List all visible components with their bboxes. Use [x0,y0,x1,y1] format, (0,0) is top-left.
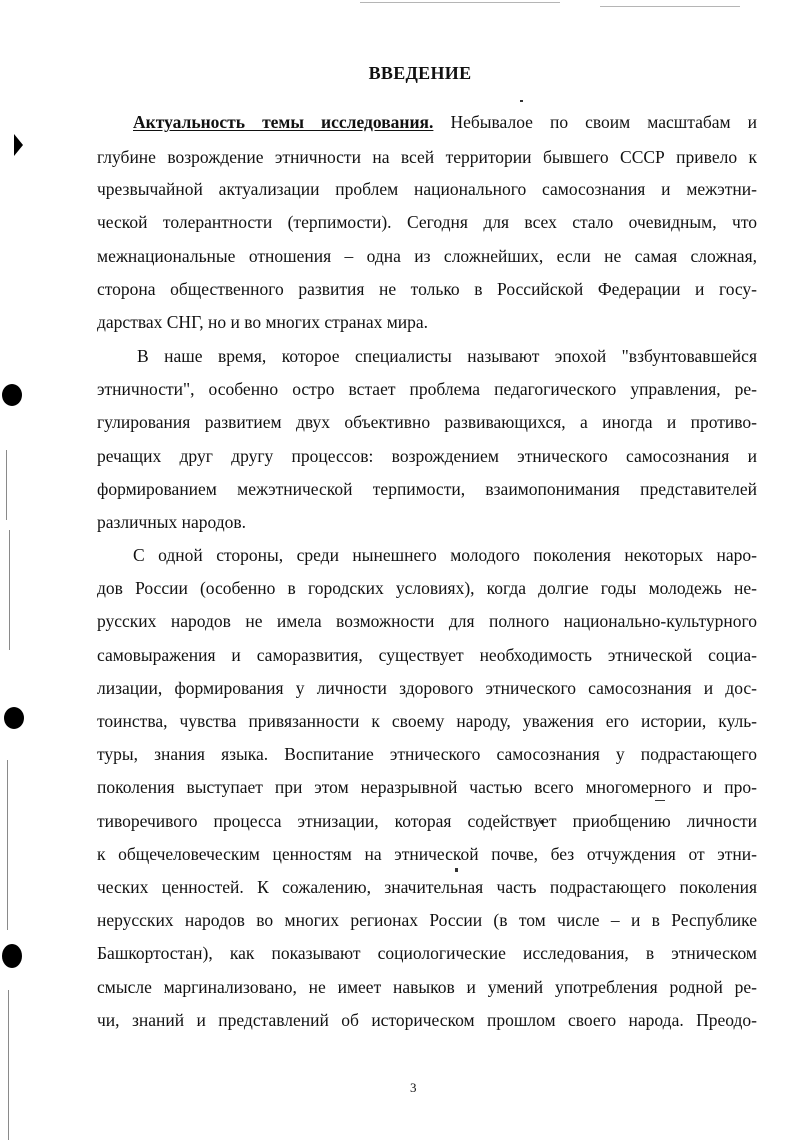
text-line: С одной стороны, среди нынешнего молодого поколения некоторых наро- [133,545,757,565]
scan-margin-line [7,760,8,930]
text-line: тоинства, чувства привязанности к своему народу, уважения его истории, куль- [97,711,757,731]
text-line: русских народов не имела возможности для полного национально-культурного [97,611,757,631]
text-line: к общечеловеческим ценностям на этнической почве, без отчуждения от этни- [97,844,757,864]
text-line: нерусских народов во многих регионах России (в том числе – и в Республике [97,910,757,930]
text-line: дов России (особенно в городских условиях), когда долгие годы молодежь не- [97,578,757,598]
text-line: глубине возрождение этничности на всей территории бывшего СССР привело к [97,147,757,167]
scan-speck [655,800,665,801]
text-line: чи, знаний и представлений об историческом прошлом своего народа. Преодо- [97,1010,757,1030]
binding-hole [4,707,24,729]
text-line: сторона общественного развития не только в Российской Федерации и госу- [97,279,757,299]
scan-margin-line [6,450,7,520]
section-heading: Актуальность темы исследования. [133,112,434,132]
scan-margin-line [8,990,9,1140]
text-line: тиворечивого процесса этнизации, которая содействует приобщению личности [97,811,757,831]
text-line: лизации, формирования у личности здорового этнического самосознания и дос- [97,678,757,698]
text-line: дарствах СНГ, но и во многих странах мира. [97,312,429,332]
text-line: межнациональные отношения – одна из сложнейших, если не самая сложная, [97,246,757,266]
scan-edge-line [360,2,560,3]
scan-speck [520,100,523,102]
text-run: Небывалое по своим масштабам и [450,112,758,132]
scan-margin-line [9,530,10,650]
binding-hole [2,944,22,968]
text-line: поколения выступает при этом неразрывной частью всего многомерного и про- [97,777,757,797]
text-line: формированием межэтнической терпимости, взаимопонимания представителей [97,479,757,499]
text-line: смысле маргинализовано, не имеет навыков и умений употребления родной ре- [97,977,757,997]
text-line: различных народов. [97,512,246,532]
text-line: гулирования развитием двух объективно развивающихся, а иногда и противо- [97,412,757,432]
text-line: туры, знания языка. Воспитание этнического самосознания у подрастающего [97,744,757,764]
text-line: ческой толерантности (терпимости). Сегодня для всех стало очевидным, что [97,212,757,232]
text-line: Башкортостан), как показывают социологические исследования, в этническом [97,943,757,963]
text-line: ческих ценностей. К сожалению, значительная часть подрастающего поколения [97,877,757,897]
text-line [133,111,757,133]
text-line: В наше время, которое специалисты называют эпохой "взбунтовавшейся [137,346,757,366]
text-line: самовыражения и саморазвития, существует необходимость этнической социа- [97,645,757,665]
text-line: чрезвычайной актуализации проблем национального самосознания и межэтни- [97,179,757,199]
text-line: речащих друг другу процессов: возрождением этнического самосознания и [97,446,757,466]
text-line: этничности", особенно остро встает проблема педагогического управления, ре- [97,379,757,399]
page-number: 3 [410,1080,417,1095]
scan-edge-line [600,6,740,7]
scan-speck [455,868,458,872]
page-title: ВВЕДЕНИЕ [368,63,472,83]
binding-mark [14,134,23,156]
binding-hole [2,384,22,406]
